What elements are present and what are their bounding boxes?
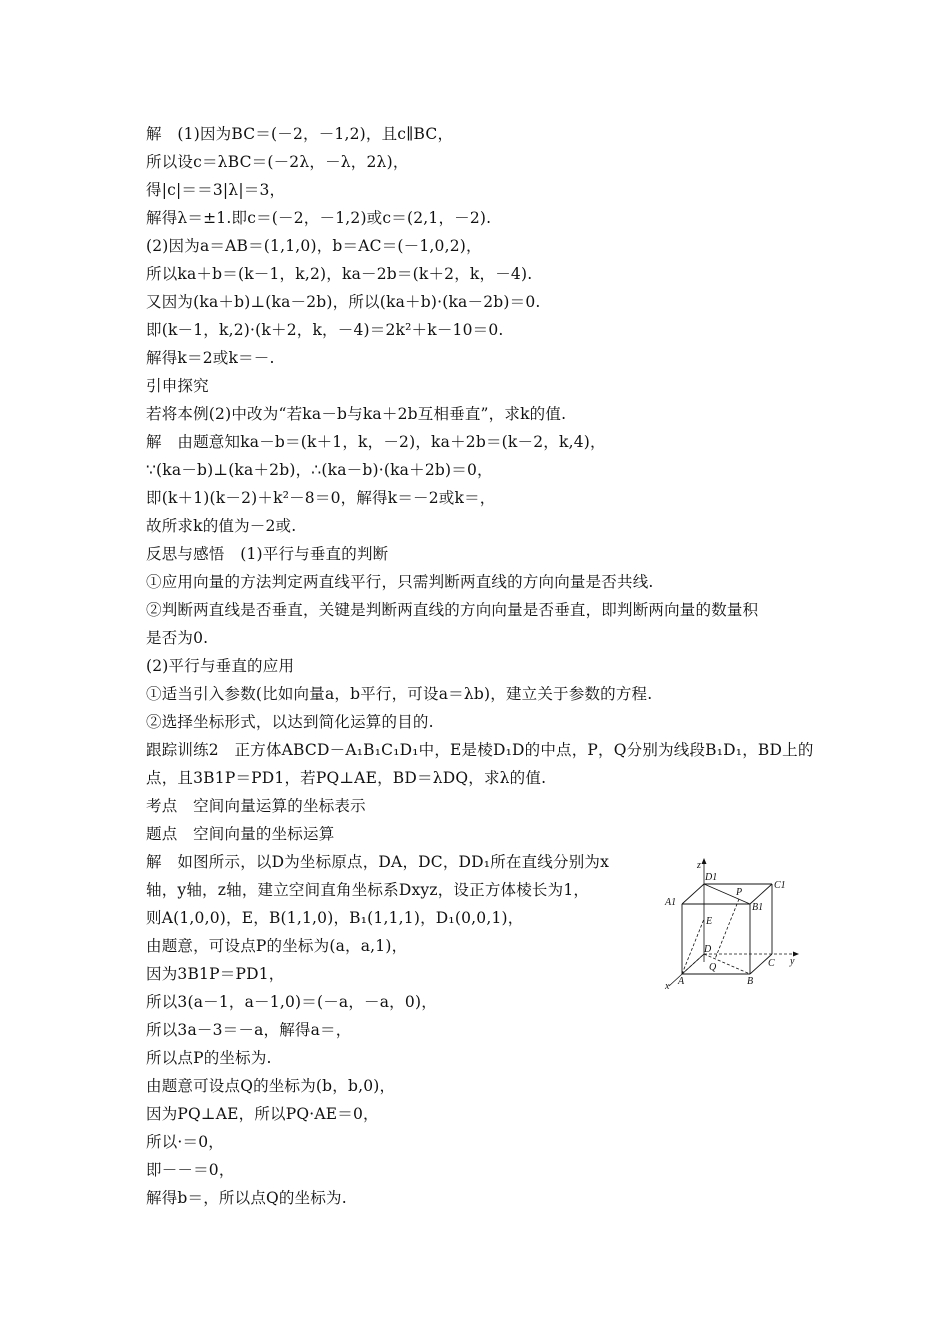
text-line: 所以3a－3＝－a，解得a＝， [146, 1021, 352, 1039]
text-line: 又因为(ka＋b)⊥(ka－2b)，所以(ka＋b)·(ka－2b)＝0. [146, 293, 541, 311]
section-heading: 反思与感悟 (1)平行与垂直的判断 [146, 545, 389, 563]
text-line: 题点 空间向量的坐标运算 [146, 825, 335, 843]
text-line: 所以设c＝λBC＝(－2λ，－λ，2λ)， [146, 153, 409, 171]
text-line: 得|c|＝＝3|λ|＝3， [146, 181, 286, 199]
text-line: 解得k＝2或k＝－. [146, 349, 275, 367]
text-line: ∵(ka－b)⊥(ka＋2b)，∴(ka－b)·(ka＋2b)＝0， [146, 461, 493, 479]
text-line: ①应用向量的方法判定两直线平行，只需判断两直线的方向向量是否共线. [146, 573, 654, 591]
edge-D1B1 [704, 884, 750, 904]
label-y: y [790, 956, 795, 967]
label-P: P [736, 887, 743, 898]
text-line: ①适当引入参数(比如向量a，b平行，可设a＝λb)，建立关于参数的方程. [146, 685, 653, 703]
segment-PQ [715, 899, 739, 959]
text-line: (2)平行与垂直的应用 [146, 657, 295, 675]
text-line: 即(k＋1)(k－2)＋k²－8＝0，解得k＝－2或k＝， [146, 489, 496, 507]
label-D: D [704, 944, 712, 955]
text-line: 所以ka＋b＝(k－1，k,2)，ka－2b＝(k＋2，k，－4). [146, 265, 533, 283]
label-C: C [768, 958, 775, 969]
label-E: E [706, 916, 713, 927]
text-line: 解得λ＝±1.即c＝(－2，－1,2)或c＝(2,1，－2). [146, 209, 492, 227]
label-z: z [697, 860, 701, 871]
text-line: 由题意可设点Q的坐标为(b，b,0)， [146, 1077, 396, 1095]
text-line: 考点 空间向量运算的坐标表示 [146, 797, 366, 815]
label-C1: C1 [774, 880, 786, 891]
text-line: 因为3B1P＝PD1， [146, 965, 285, 983]
text-line: 点，且3B1P＝PD1，若PQ⊥AE，BD＝λDQ，求λ的值. [146, 769, 547, 787]
z-arrow [702, 858, 707, 864]
text-line: 解 (1)因为BC＝(－2，－1,2)，且c∥BC， [146, 125, 454, 143]
label-A: A [678, 976, 685, 987]
text-line: 所以点P的坐标为. [146, 1049, 272, 1067]
text-line: ②判断两直线是否垂直，关键是判断两直线的方向向量是否垂直，即判断两向量的数量积 [146, 601, 759, 619]
label-A1: A1 [665, 897, 677, 908]
section-heading: 引申探究 [146, 377, 209, 395]
text-line: ②选择坐标形式，以达到简化运算的目的. [146, 713, 434, 731]
text-line: 所以3(a－1，a－1,0)＝(－a，－a，0)， [146, 993, 437, 1011]
text-line: 因为PQ⊥AE，所以PQ·AE＝0， [146, 1105, 379, 1123]
text-line: 若将本例(2)中改为“若ka－b与ka＋2b互相垂直”，求k的值. [146, 405, 567, 423]
cube-diagram [664, 858, 814, 990]
label-B1: B1 [752, 902, 764, 913]
text-line: 跟踪训练2 正方体ABCD－A₁B₁C₁D₁中，E是棱D₁D的中点，P，Q分别为线段B₁D₁，BD上的 [146, 741, 814, 759]
edge-A1D1 [682, 884, 704, 904]
text-line: 轴，y轴，z轴，建立空间直角坐标系Dxyz，设正方体棱长为1， [146, 881, 590, 899]
text-line: 解得b＝，所以点Q的坐标为. [146, 1189, 347, 1207]
text-line: 所以·＝0， [146, 1133, 224, 1151]
label-Q: Q [709, 962, 717, 973]
edge-B1C1 [750, 884, 772, 904]
text-line: 解 如图所示，以D为坐标原点，DA，DC，DD₁所在直线分别为x [146, 853, 610, 871]
text-line: 即－－＝0， [146, 1161, 235, 1179]
text-line: 解 由题意知ka－b＝(k＋1，k，－2)，ka＋2b＝(k－2，k,4)， [146, 433, 606, 451]
text-line: 是否为0. [146, 629, 209, 647]
label-B: B [747, 976, 754, 987]
label-x: x [665, 981, 670, 990]
text-line: 故所求k的值为－2或. [146, 517, 297, 535]
label-D1: D1 [705, 872, 718, 883]
text-line: 由题意，可设点P的坐标为(a，a,1)， [146, 937, 408, 955]
text-line: (2)因为a＝AB＝(1,1,0)，b＝AC＝(－1,0,2)， [146, 237, 482, 255]
text-line: 则A(1,0,0)，E，B(1,1,0)，B₁(1,1,1)，D₁(0,0,1)， [146, 909, 524, 927]
text-line: 即(k－1，k,2)·(k＋2，k，－4)＝2k²＋k－10＝0. [146, 321, 504, 339]
segment-AE [682, 919, 704, 974]
